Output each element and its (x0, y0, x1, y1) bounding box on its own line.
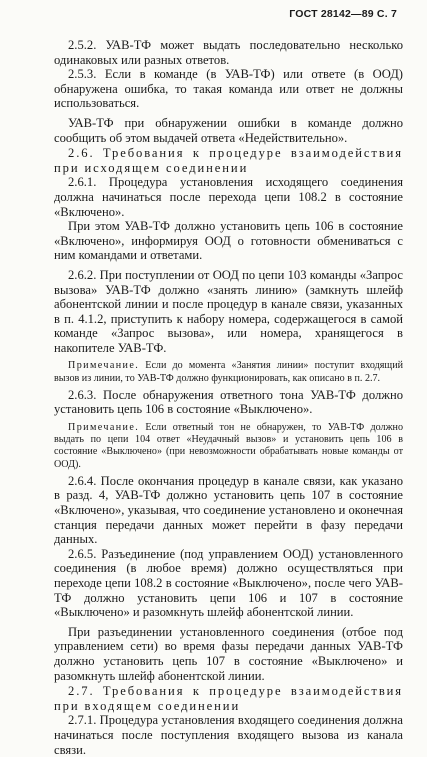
page-header: ГОСТ 28142—89 С. 7 (289, 8, 397, 20)
section-heading-2-7: 2.7. Требования к процедуре взаимодействия при входящем соединении (54, 684, 403, 713)
note-1 (54, 360, 403, 384)
paragraph-network-disconnect: При разъединении установленного соединения (отбое под управлением сети) во время фазы передачи данных УАВ-ТФ должно установить цепь 107 в состояние «Выключено» и разомкнуть шлейф абонентской линии. (54, 624, 403, 683)
note-2 (54, 422, 403, 471)
section-heading-2-6: 2.6. Требования к процедуре взаимодействия при исходящем соединении (54, 146, 403, 175)
paragraph-circuit-106-on: При этом УАВ-ТФ должно установить цепь 106 в состояние «Включено», информируя ООД о готовности обмениваться с ним командами и ответами. (54, 219, 403, 263)
paragraph-2-5-2: 2.5.2. УАВ-ТФ может выдать последовательно несколько одинаковых или разных ответов. (54, 38, 403, 67)
paragraph-2-6-2: 2.6.2. При поступлении от ООД по цепи 103 команды «Запрос вызова» УАВ-ТФ должно «занять линию» (замкнуть шлейф абонентской линии и после процедур в канале связи, указанных в п. 4.1.2, приступить к набору номера, содержащегося в самой команде «Запрос вызова», или номера, хранящегося в накопителе УАВ-ТФ. (54, 267, 403, 355)
paragraph-2-6-3: 2.6.3. После обнаружения ответного тона УАВ-ТФ должно установить цепь 106 в состояние «Выключено». (54, 387, 403, 417)
paragraph-error-report: УАВ-ТФ при обнаружении ошибки в команде должно сообщить об этом выдачей ответа «Недействительно». (54, 115, 403, 145)
paragraph-2-6-5: 2.6.5. Разъединение (под управлением ООД) установленного соединения (в любое время) должно осуществляться при переходе цепи 108.2 в состояние «Выключено», после чего УАВ-ТФ должно установить цепи 106 и 107 в состояние «Выключено» и разомкнуть шлейф абонентской линии. (54, 546, 403, 620)
paragraph-2-6-1: 2.6.1. Процедура установления исходящего соединения должна начинаться после перехода цепи 108.2 в состояние «Включено». (54, 175, 403, 219)
paragraph-2-5-3: 2.5.3. Если в команде (в УАВ-ТФ) или ответе (в ООД) обнаружена ошибка, то такая команда или ответ не должны использоваться. (54, 67, 403, 111)
note-text: Если до момента «Занятия линии» поступит входящий вызов из линии, то УАВ-ТФ должно функционировать, как описано в п. 2.7. (54, 360, 403, 384)
paragraph-2-6-4: 2.6.4. После окончания процедур в канале связи, как указано в разд. 4, УАВ-ТФ должно установить цепь 107 в состояние «Включено», указывая, что соединение установлено и оконечная станция передачи данных может перейти в фазу передачи данных. (54, 473, 404, 547)
note-label: Примечание. (68, 360, 140, 372)
paragraph-2-7-1: 2.7.1. Процедура установления входящего соединения должна начинаться после поступления входящего вызова из канала связи. (54, 713, 403, 757)
note-label: Примечание. (68, 422, 140, 434)
note-text: Если ответный тон не обнаружен, то УАВ-ТФ должно выдать по цепи 104 ответ «Неудачный вызов» и установить цепь 106 в состояние «Выключено» (при невозможности обрабатывать новые команды от ООД). (54, 422, 403, 470)
document-body (54, 38, 403, 757)
